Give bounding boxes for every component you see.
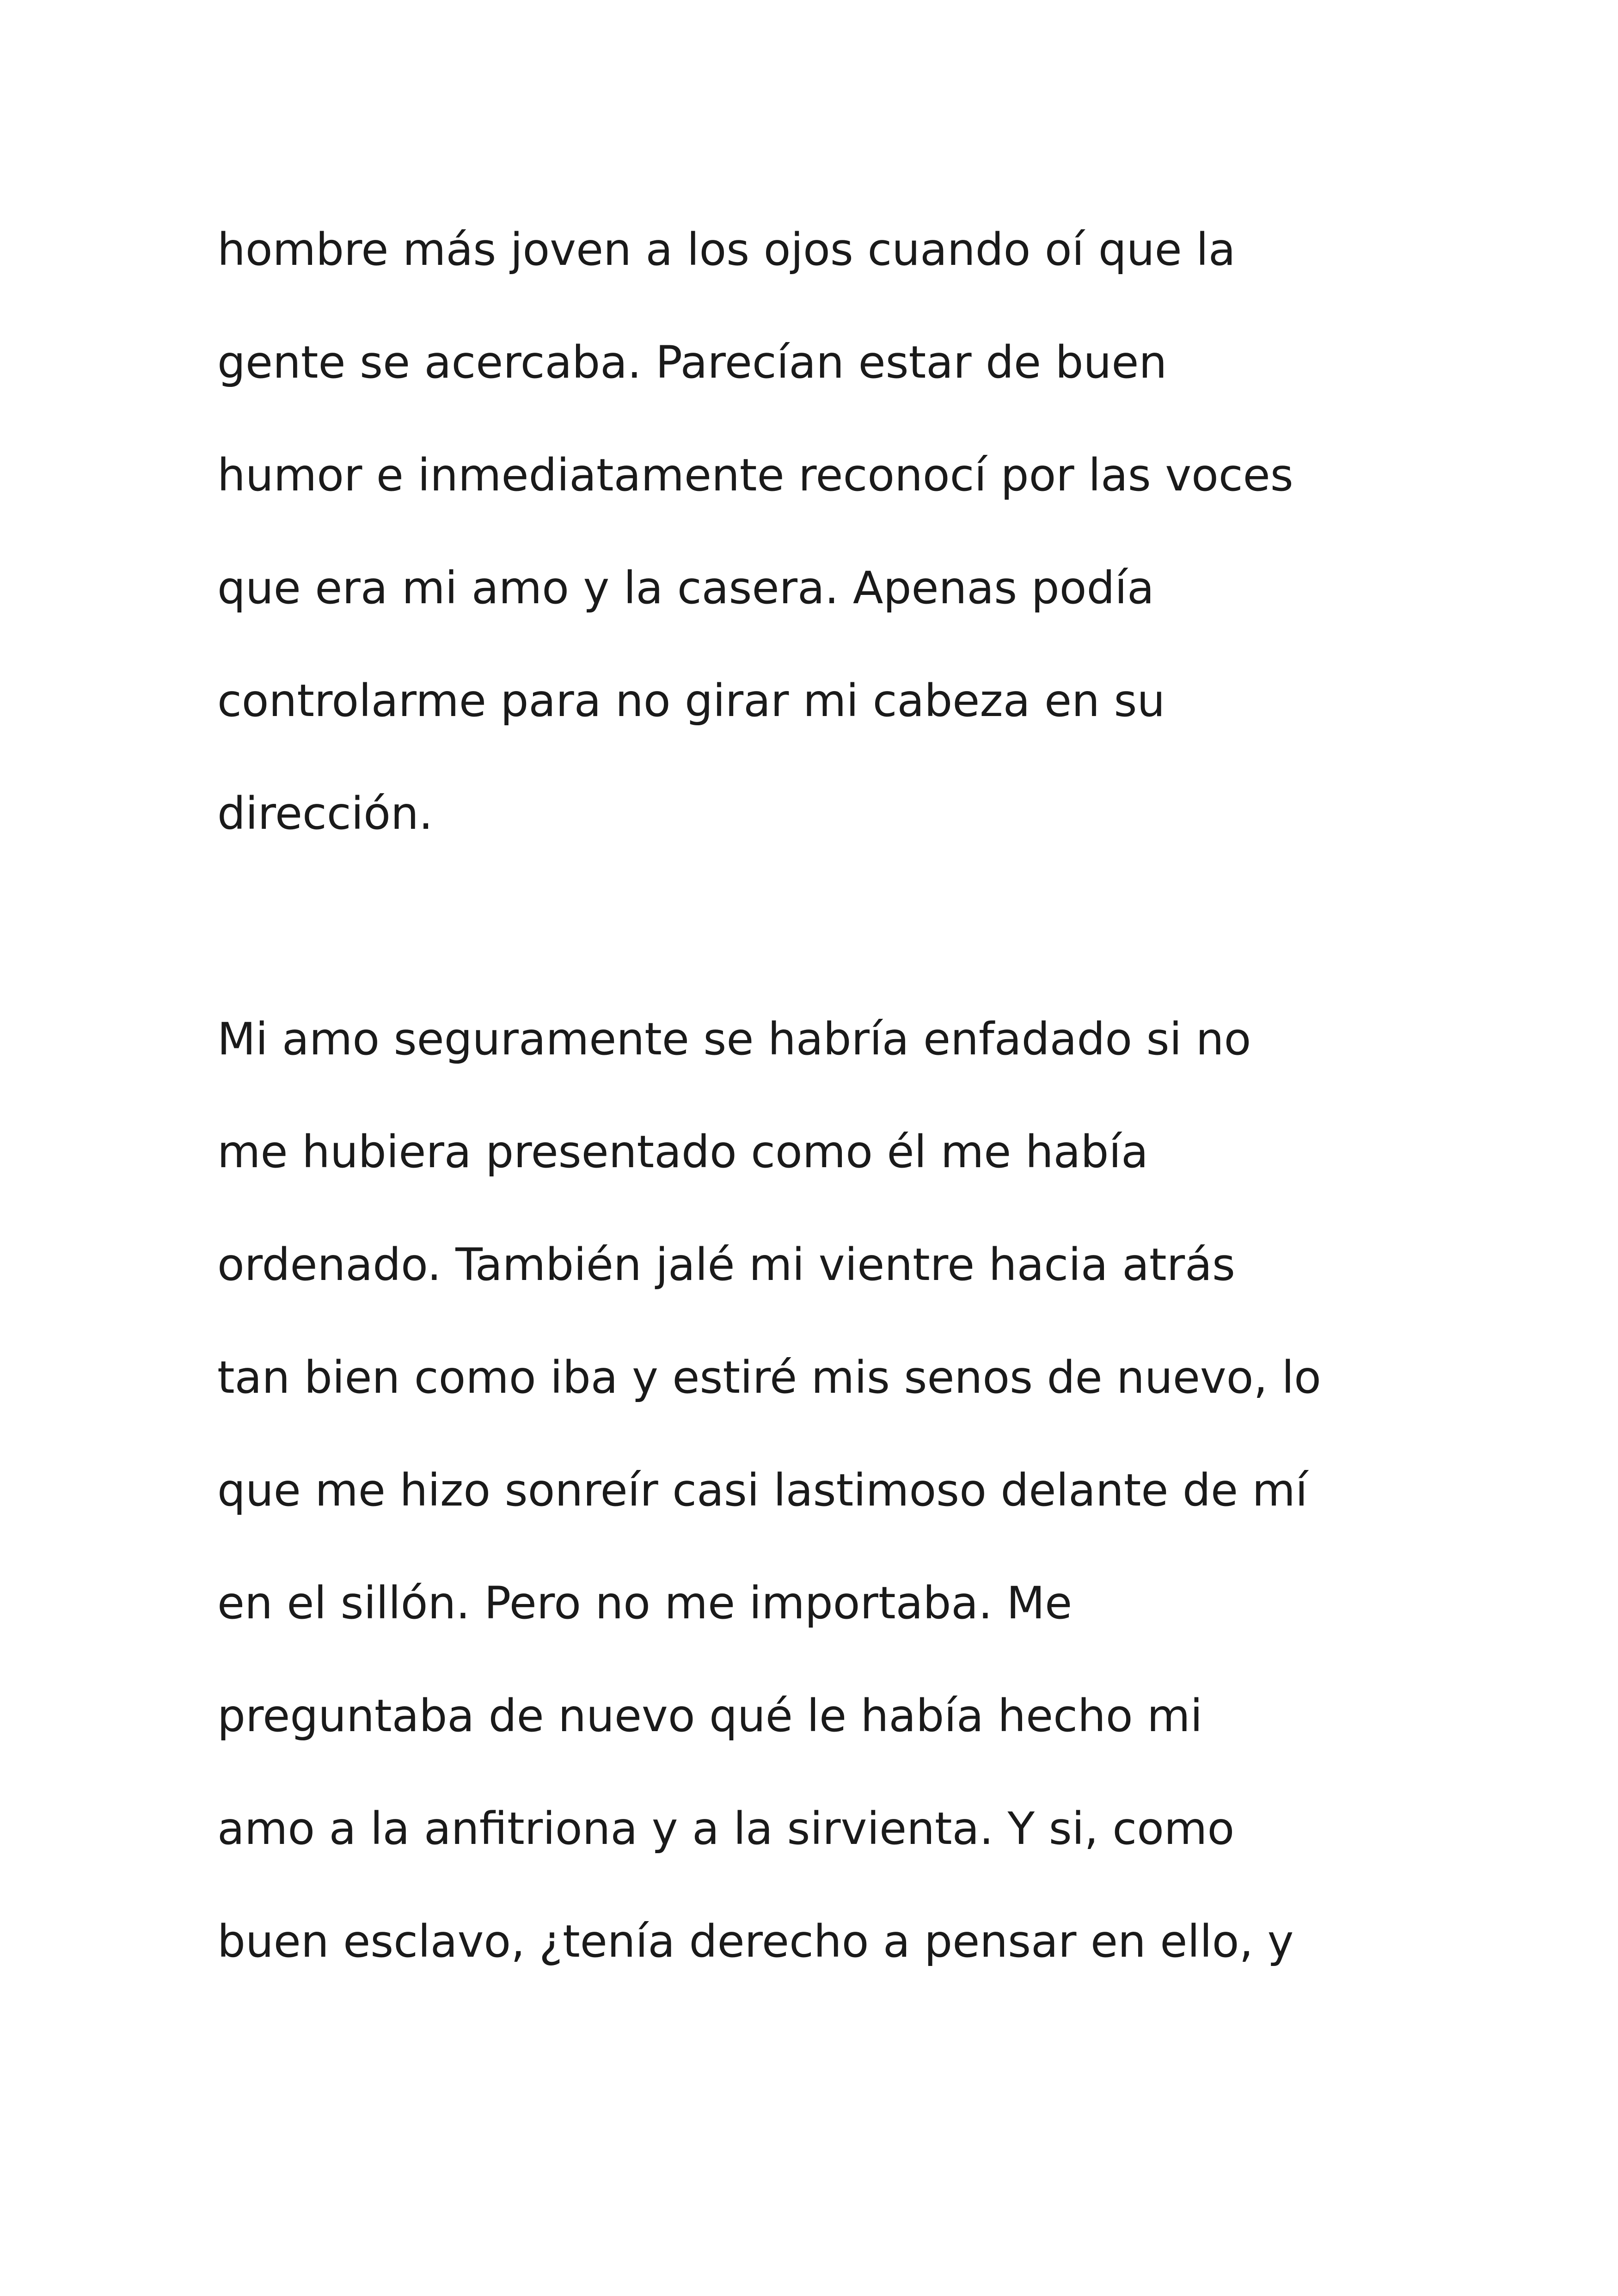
text-line: gente se acercaba. Parecían estar de buen (217, 337, 1167, 388)
text-line: hombre más joven a los ojos cuando oí que la (217, 224, 1236, 276)
text-line: me hubiera presentado como él me había (217, 1126, 1148, 1178)
text-line: buen esclavo, ¿tenía derecho a pensar en ello, y (217, 1916, 1294, 1967)
text-line: Mi amo seguramente se habría enfadado si no (217, 1013, 1251, 1065)
text-line: humor e inmediatamente reconocí por las voces (217, 449, 1293, 501)
text-line: dirección. (217, 788, 433, 839)
text-line: que era mi amo y la casera. Apenas podía (217, 562, 1154, 614)
text-line: preguntaba de nuevo qué le había hecho mi (217, 1690, 1203, 1742)
text-line: controlarme para no girar mi cabeza en su (217, 675, 1165, 727)
text-line: ordenado. También jalé mi vientre hacia atrás (217, 1239, 1235, 1291)
text-line: tan bien como iba y estiré mis senos de nuevo, lo (217, 1352, 1321, 1403)
text-line: en el sillón. Pero no me importaba. Me (217, 1577, 1073, 1629)
text-line: que me hizo sonreír casi lastimoso delante de mí (217, 1464, 1308, 1516)
text-line: amo a la anfitriona y a la sirvienta. Y si, como (217, 1803, 1235, 1855)
